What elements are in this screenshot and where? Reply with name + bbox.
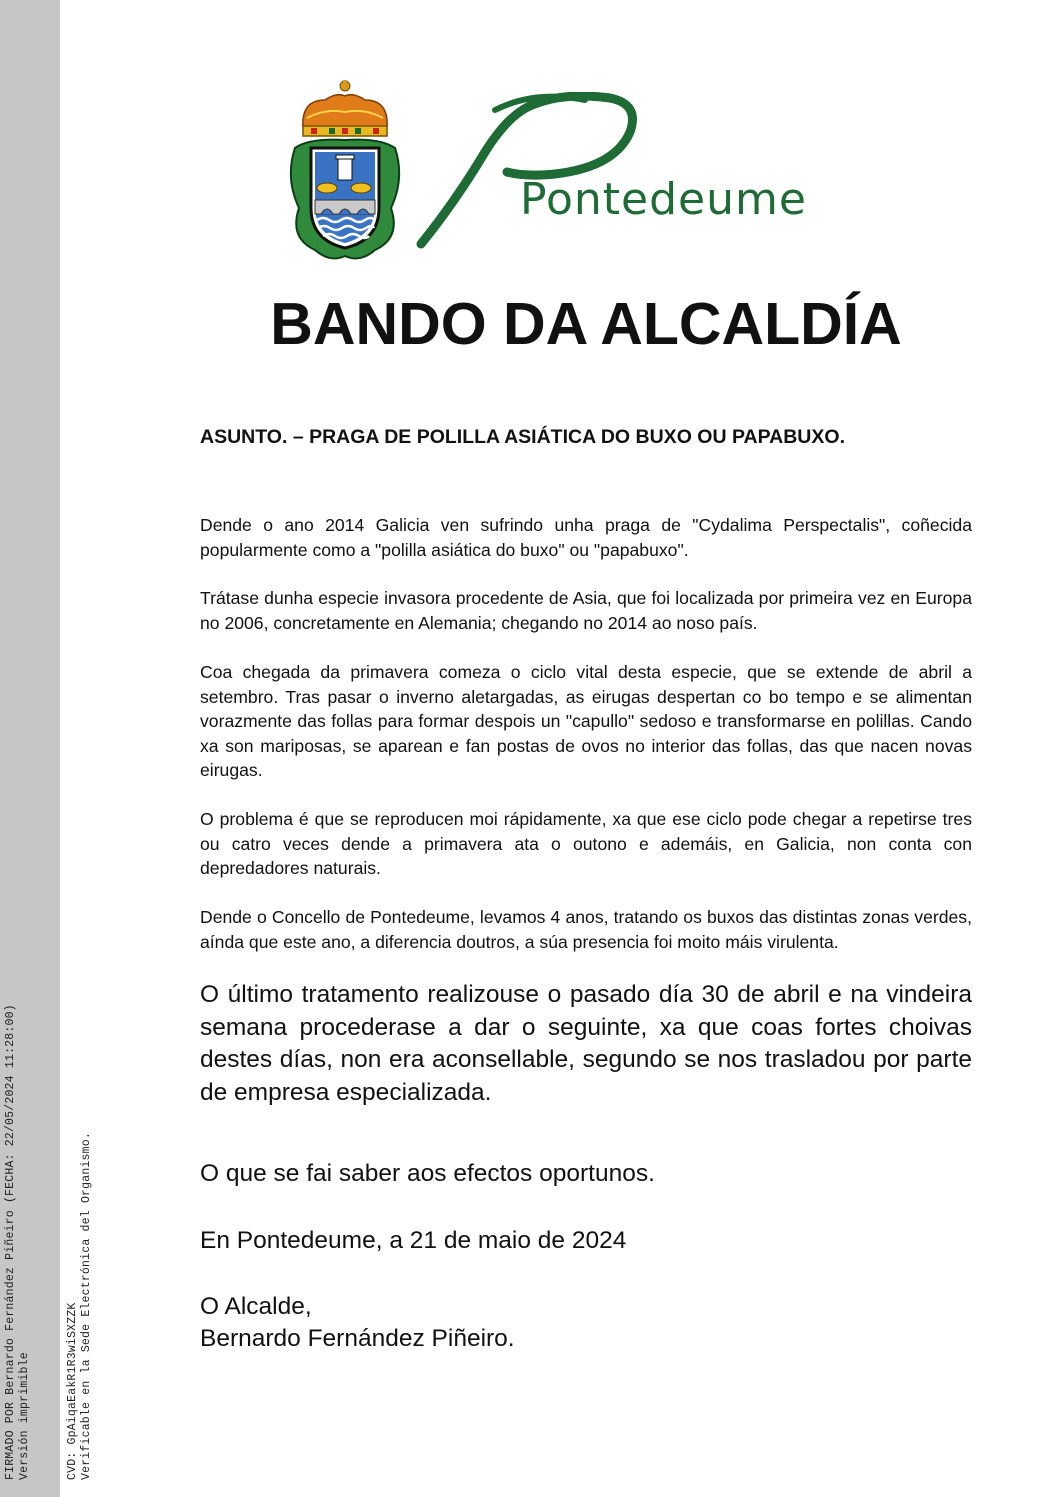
- subject-line: ASUNTO. – PRAGA DE POLILLA ASIÁTICA DO BUXO OU PAPABUXO.: [200, 426, 845, 448]
- print-version-line: Versión imprimible: [18, 1352, 31, 1480]
- place-date-line: En Pontedeume, a 21 de maio de 2024: [200, 1227, 627, 1254]
- signer-role: O Alcalde,: [200, 1293, 312, 1320]
- paragraph-2: Trátase dunha especie invasora procedente de Asia, que foi localizada por primeira vez en Europa no 2006, concretamente en Alemania; chegando no 2014 ao noso país.: [200, 588, 972, 633]
- signature-sidebar: [0, 0, 60, 1497]
- notice-line: O que se fai saber aos efectos oportunos.: [200, 1160, 655, 1187]
- signer-name: Bernardo Fernández Piñeiro.: [200, 1325, 515, 1352]
- pontedeume-logo: [415, 92, 905, 252]
- cvd-code-line: CVD: GpAiqaEakR1R3wiSXZZK: [66, 1302, 79, 1480]
- signature-line: FIRMADO POR Bernardo Fernández Piñeiro (FECHA: 22/05/2024 11:28:00): [4, 1004, 17, 1480]
- paragraph-4: O problema é que se reproducen moi rápidamente, xa que ese ciclo pode chegar a repetirse tres ou catro veces dende a primavera ata o outono e ademáis, en Galicia, non conta con depredadores naturais.: [200, 809, 972, 878]
- paragraph-3: Coa chegada da primavera comeza o ciclo vital desta especie, que se extende de abril a setembro. Tras pasar o inverno aletargadas, as eirugas despertan co bo tempo e se alimentan vorazmente das follas para formar despois un "capullo" sedoso e transformarse en polillas. Cando xa son mariposas, se aparean e fan postas de ovos no interior das follas, das que nacen novas eirugas.: [200, 662, 972, 780]
- logo-wordmark-text: Pontedeume: [520, 174, 807, 225]
- treatment-paragraph: O último tratamento realizouse o pasado día 30 de abril e na vindeira semana procederase a dar o seguinte, xa que coas fortes choivas destes días, non era aconsellable, segundo se nos trasladou por parte de empresa especializada.: [200, 981, 972, 1106]
- verification-line: Verificable en la Sede Electrónica del Organismo.: [80, 1132, 93, 1480]
- coat-of-arms-icon: [285, 78, 405, 263]
- paragraph-1: Dende o ano 2014 Galicia ven sufrindo unha praga de "Cydalima Perspectalis", coñecida popularmente como a "polilla asiática do buxo" ou "papabuxo".: [200, 515, 972, 560]
- page-title: BANDO DA ALCALDÍA: [270, 291, 902, 357]
- paragraph-5: Dende o Concello de Pontedeume, levamos 4 anos, tratando os buxos das distintas zonas verdes, aínda que este ano, a diferencia doutros, a súa presencia foi moito máis virulenta.: [200, 907, 972, 952]
